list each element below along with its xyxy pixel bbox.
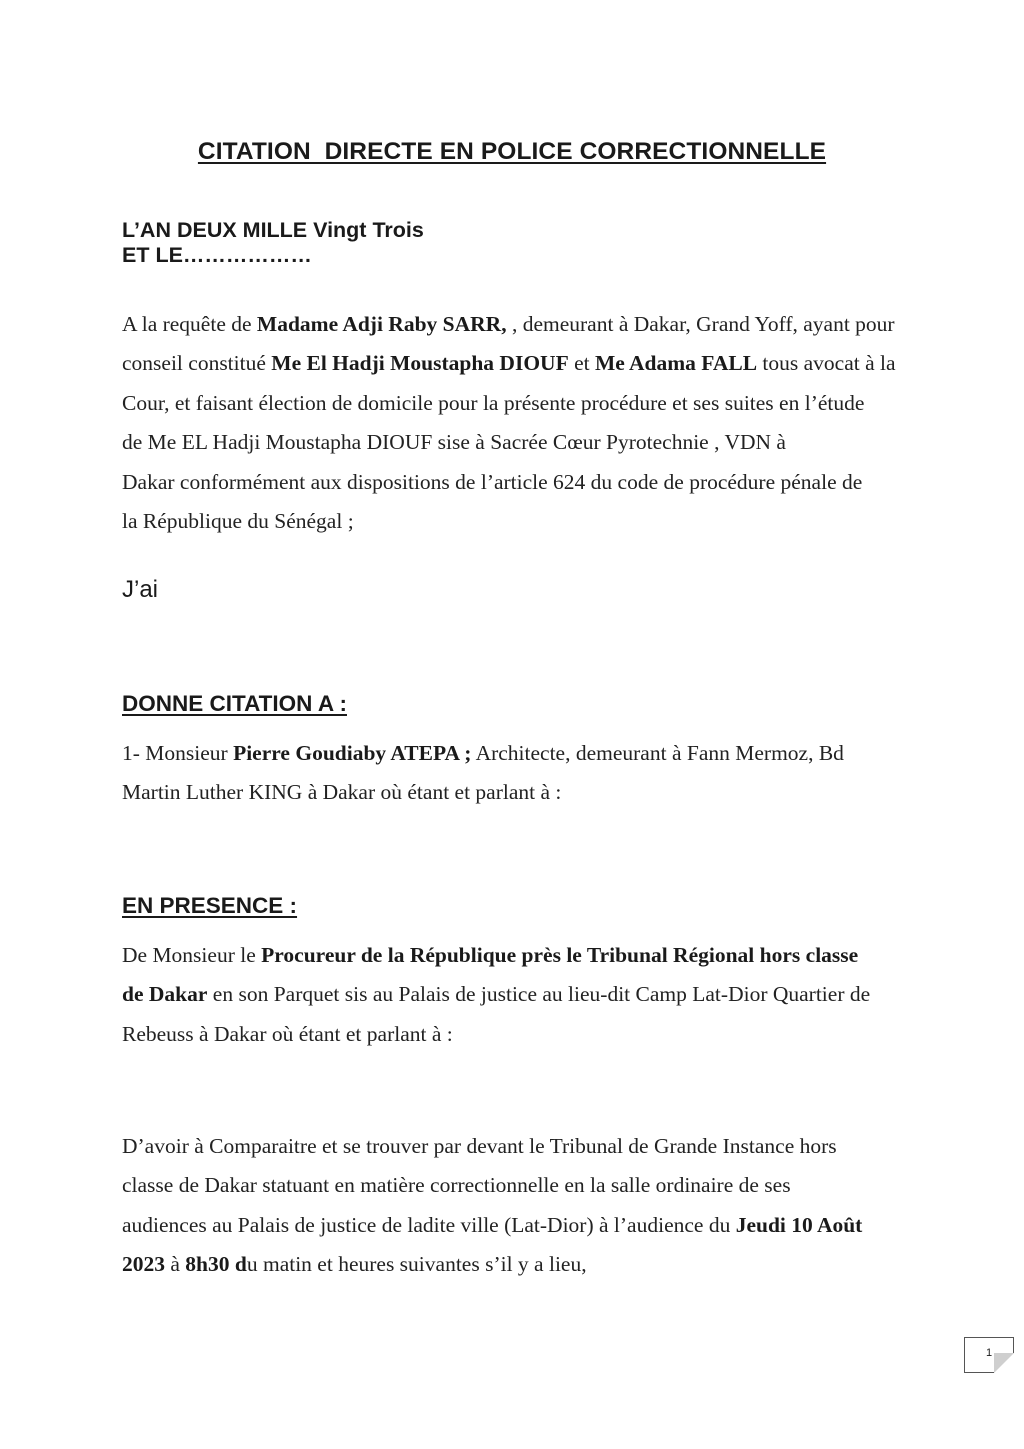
defendant-paragraph	[122, 734, 962, 813]
prosecutor-city: de Dakar	[122, 982, 208, 1007]
hearing-year: 2023	[122, 1252, 165, 1277]
date-block	[122, 218, 424, 268]
lawyer-name: Me Adama FALL	[595, 351, 758, 376]
defendant-name: Pierre Goudiaby ATEPA ;	[233, 741, 472, 765]
request-line: Cour, et faisant élection de domicile pour la présente procédure et ses suites en l’étude	[122, 390, 865, 415]
plaintiff-name: Madame Adji Raby SARR,	[256, 312, 507, 336]
prosecutor-paragraph	[122, 936, 962, 1054]
summons-line: audiences au Palais de justice de ladite ville (Lat-Dior) à l’audience du Jeudi 10 Août	[122, 1212, 863, 1237]
hearing-time: 8h30 d	[185, 1252, 247, 1277]
prosecutor-title: Procureur de la République près le Tribunal Régional hors classe	[261, 943, 859, 967]
defendant-line: Martin Luther KING à Dakar où étant et parlant à :	[122, 780, 562, 805]
prosecutor-line: de Dakar en son Parquet sis au Palais de justice au lieu-dit Camp Lat-Dior Quartier de	[122, 982, 871, 1007]
summons-line: 2023 à 8h30 du matin et heures suivantes s’il y a lieu,	[122, 1252, 587, 1277]
request-line: de Me EL Hadji Moustapha DIOUF sise à Sacrée Cœur Pyrotechnie , VDN à	[122, 430, 786, 455]
lawyer-name: Me El Hadji Moustapha DIOUF	[271, 351, 569, 376]
summons-line: D’avoir à Comparaitre et se trouver par devant le Tribunal de Grande Instance hors	[122, 1134, 837, 1158]
prosecutor-line: Rebeuss à Dakar où étant et parlant à :	[122, 1021, 453, 1046]
page-number-box	[964, 1337, 1014, 1373]
request-line: conseil constitué Me El Hadji Moustapha DIOUF et Me Adama FALL tous avocat à la	[122, 351, 896, 376]
request-line: A la requête de Madame Adji Raby SARR, , demeurant à Dakar, Grand Yoff, ayant pour	[122, 312, 895, 336]
document-title: CITATION DIRECTE EN POLICE CORRECTIONNELLE	[197, 138, 827, 165]
date-line: ET LE………………	[122, 243, 312, 267]
jai-text: J’ai	[122, 576, 159, 603]
presence-heading: EN PRESENCE :	[122, 893, 298, 918]
page-number: 1	[985, 1347, 993, 1359]
summons-paragraph	[122, 1127, 962, 1285]
request-line: Dakar conformément aux dispositions de l’article 624 du code de procédure pénale de	[122, 469, 863, 494]
request-paragraph	[122, 305, 962, 541]
defendant-line: 1- Monsieur Pierre Goudiaby ATEPA ; Architecte, demeurant à Fann Mermoz, Bd	[122, 741, 844, 765]
citation-heading: DONNE CITATION A :	[122, 691, 347, 716]
request-line: la République du Sénégal ;	[122, 509, 354, 534]
prosecutor-line: De Monsieur le Procureur de la République près le Tribunal Régional hors classe	[122, 943, 859, 967]
page-curl-icon	[994, 1353, 1014, 1373]
year-line: L’AN DEUX MILLE Vingt Trois	[122, 218, 424, 242]
summons-line: classe de Dakar statuant en matière correctionnelle en la salle ordinaire de ses	[122, 1173, 791, 1198]
hearing-date: Jeudi 10 Août	[735, 1212, 863, 1237]
